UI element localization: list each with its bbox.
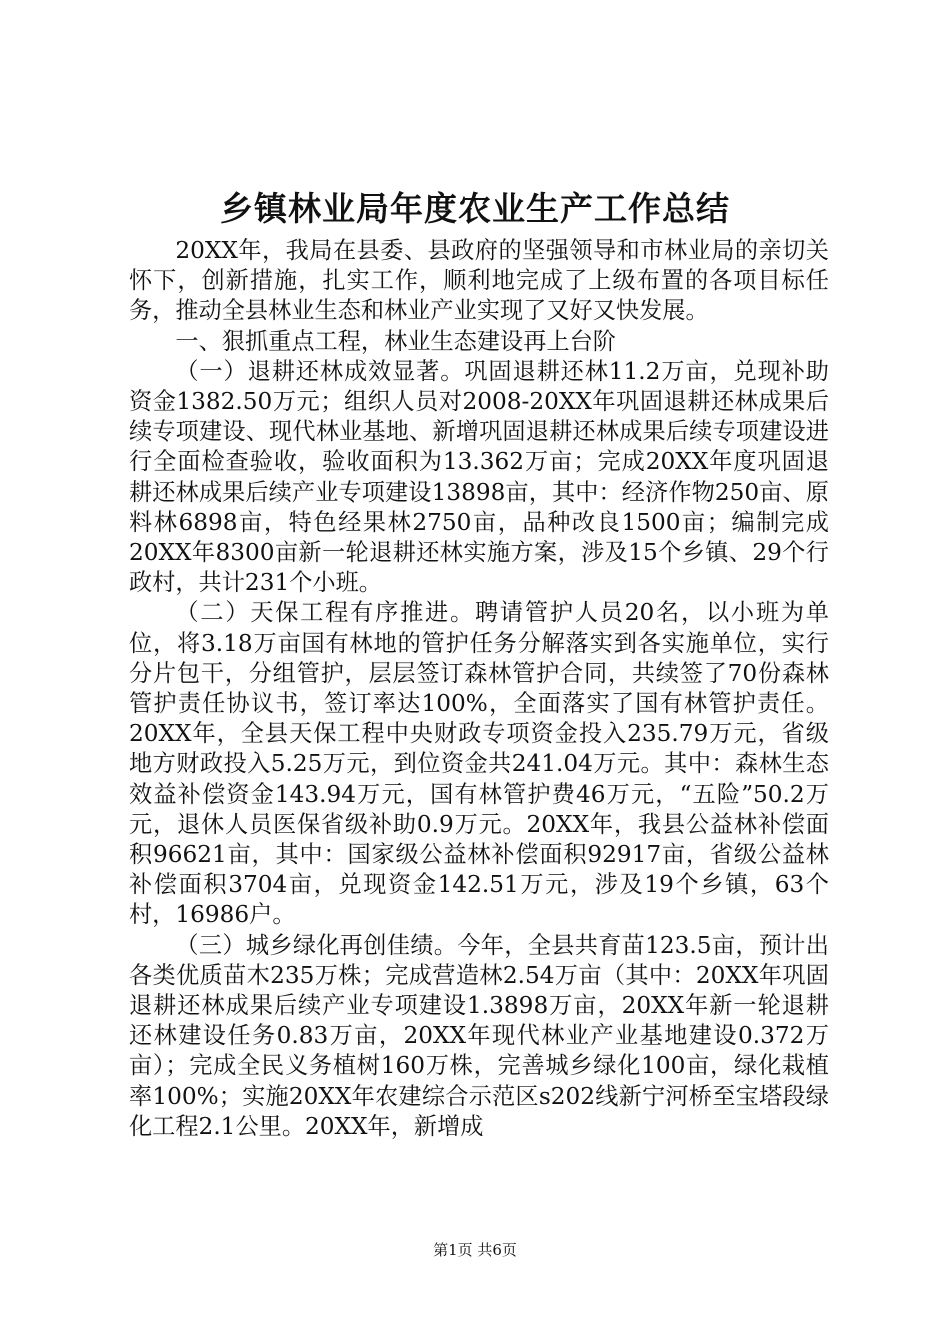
paragraph-returning-farmland: （一）退耕还林成效显著。巩固退耕还林11.2万亩，兑现补助资金1382.50万元；组织人员对2008-20XX年巩固退耕还林成果后续专项建设、现代林业基地、新增巩固退耕还林成果后续专项建设进行全面检查验收，验收面积为13.362万亩；完成20XX年度巩固退耕还林成果后续产业专项建设13898亩，其中：经济作物250亩、原料林6898亩，特色经果林2750亩，品种改良1500亩；编制完成20XX年8300亩新一轮退耕还林实施方案，涉及15个乡镇、29个行政村，共计231个小班。 [129, 357, 829, 597]
section-heading-1: 一、狠抓重点工程，林业生态建设再上台阶 [175, 327, 616, 355]
paragraph-greening: （三）城乡绿化再创佳绩。今年，全县共育苗123.5亩，预计出各类优质苗木235万株；完成营造林2.54万亩（其中：20XX年巩固退耕还林成果后续产业专项建设1.3898万亩，20XX年新一轮退耕还林建设任务0.83万亩，20XX年现代林业产业基地建设0.372万亩）；完成全民义务植树160万株，完善城乡绿化100亩，绿化栽植率100%；实施20XX年农建综合示范区s202线新宁河桥至宝塔段绿化工程2.1公里。20XX年，新增成 [129, 931, 829, 1140]
document-title: 乡镇林业局年度农业生产工作总结 [220, 189, 730, 228]
paragraph-forest-protection: （二）天保工程有序推进。聘请管护人员20名，以小班为单位，将3.18万亩国有林地的管护任务分解落实到各实施单位，实行分片包干，分组管护，层层签订森林管护合同，共续签了70份森林管护责任协议书，签订率达100%，全面落实了国有林管护责任。20XX年，全县天保工程中央财政专项资金投入235.79万元，省级地方财政投入5.25万元，到位资金共241.04万元。其中：森林生态效益补偿资金143.94万元，国有林管护费46万元，“五险”50.2万元，退休人员医保省级补助0.9万元。20XX年，我县公益林补偿面积96621亩，其中：国家级公益林补偿面积92917亩，省级公益林补偿面积3704亩，兑现资金142.51万元，涉及19个乡镇，63个村，16986户。 [129, 599, 829, 929]
page-footer: 第1页 共6页 [433, 1241, 517, 1259]
document-body [129, 236, 829, 1142]
paragraph-intro: 20XX年，我局在县委、县政府的坚强领导和市林业局的亲切关怀下，创新措施，扎实工作，顺利地完成了上级布置的各项目标任务，推动全县林业生态和林业产业实现了又好又快发展。 [129, 237, 829, 325]
